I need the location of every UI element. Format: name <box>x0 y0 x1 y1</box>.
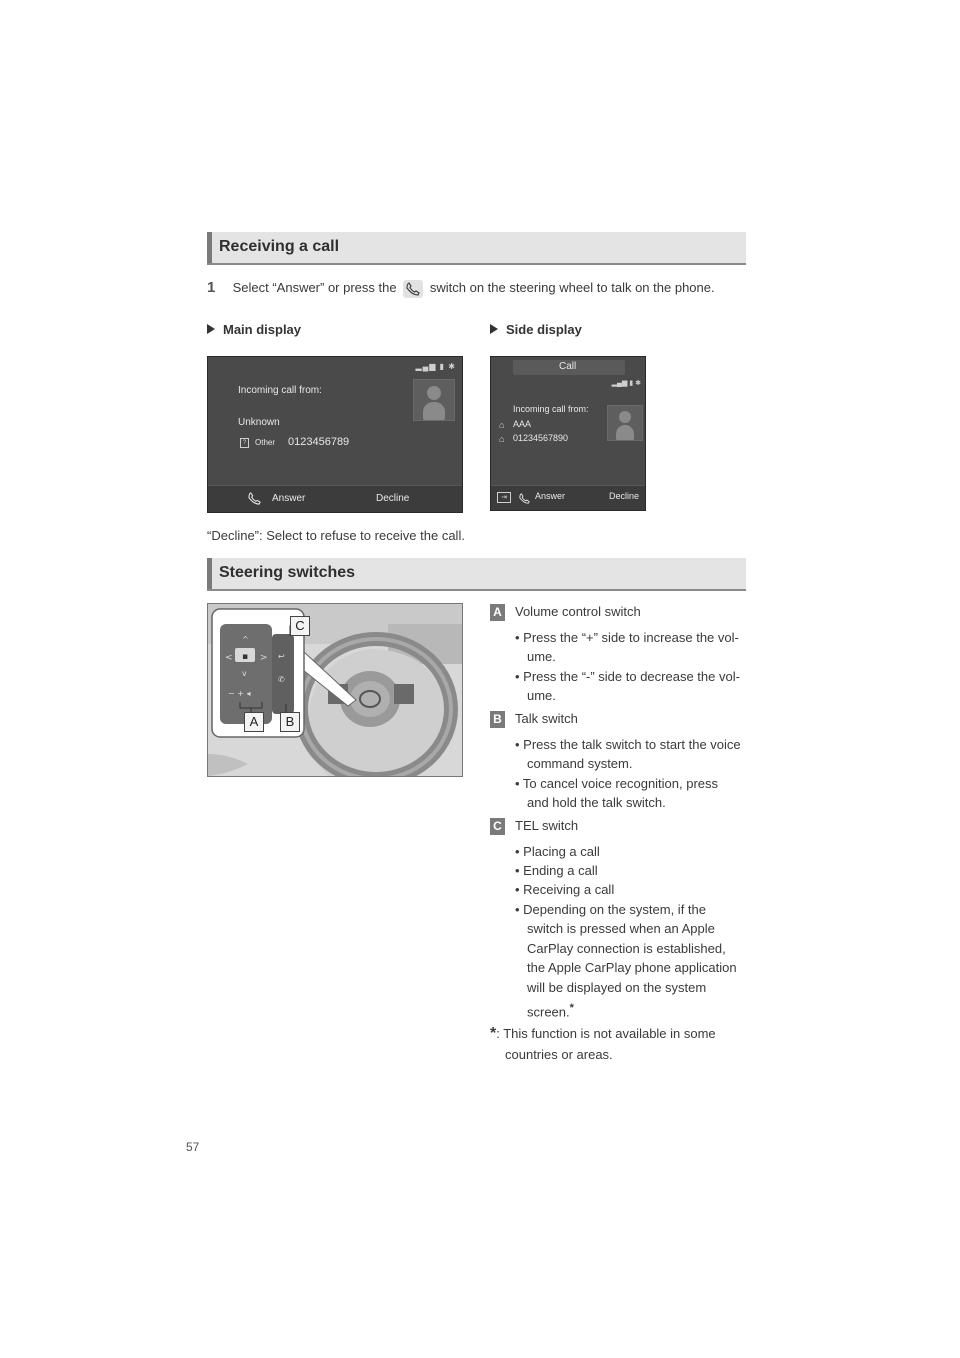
svg-text:↩: ↩ <box>278 652 285 661</box>
answer-button[interactable]: Answer <box>272 493 306 504</box>
call-button-row <box>491 485 645 510</box>
item-a-line: ume. <box>527 688 556 703</box>
phone-switch-icon <box>403 280 423 298</box>
svg-text:v: v <box>242 669 247 678</box>
triangle-bullet-icon <box>490 324 498 334</box>
svg-text:− + ◂: − + ◂ <box>228 689 251 698</box>
item-b-line: • To cancel voice recognition, press <box>515 776 719 791</box>
section-accent <box>207 232 212 263</box>
item-a-line: • Press the “+” side to increase the vol- <box>515 630 739 645</box>
answer-phone-icon <box>519 491 530 509</box>
figure-callout-c: C <box>290 616 310 636</box>
caller-name: Unknown <box>238 417 280 428</box>
side-display-screen <box>490 356 646 511</box>
triangle-bullet-icon <box>207 324 215 334</box>
caller-number: 01234567890 <box>513 433 569 443</box>
keypad-icon[interactable]: ⇥ <box>497 492 511 503</box>
item-title-talk: Talk switch <box>515 711 578 726</box>
status-icons: ▂▄▆ ▮ ✱ <box>611 380 641 387</box>
step-1 <box>207 279 767 298</box>
caller-name: AAA <box>513 419 532 429</box>
step-text-before: Select “Answer” or press the <box>232 280 397 295</box>
answer-button[interactable]: Answer <box>535 491 566 501</box>
main-display-heading: Main display <box>207 322 301 337</box>
decline-note: “Decline”: Select to refuse to receive the call. <box>207 528 465 543</box>
incoming-label: Incoming call from: <box>238 385 322 396</box>
contact-avatar <box>413 379 455 421</box>
home-icon: ⌂ <box>499 434 505 444</box>
item-c-line: switch is pressed when an Apple <box>527 921 715 936</box>
contact-avatar <box>607 405 643 441</box>
svg-text:>: > <box>260 653 268 663</box>
section-title: Steering switches <box>219 564 356 581</box>
item-c-line: • Placing a call <box>515 844 600 859</box>
item-b-line: command system. <box>527 756 633 771</box>
svg-text:<: < <box>225 653 233 663</box>
item-c-line: • Ending a call <box>515 863 598 878</box>
answer-phone-icon <box>248 492 261 510</box>
item-label-c: C <box>490 818 505 835</box>
item-c-line: the Apple CarPlay phone application <box>527 960 737 975</box>
step-text-after: switch on the steering wheel to talk on the phone. <box>429 280 715 295</box>
item-c-line-screen: screen.* <box>527 1002 574 1020</box>
item-title-tel: TEL switch <box>515 818 579 833</box>
item-c-line: will be displayed on the system <box>527 980 707 995</box>
section-title: Receiving a call <box>219 238 340 255</box>
footnote-line-2: countries or areas. <box>505 1047 613 1062</box>
call-button-row <box>208 485 462 512</box>
section-header-steering-switches <box>207 558 746 591</box>
figure-callout-a: A <box>244 712 264 732</box>
footnote-line-1: *: This function is not available in some <box>490 1025 716 1042</box>
item-c-line: • Receiving a call <box>515 882 615 897</box>
footnote-mark: * <box>490 1025 497 1042</box>
item-b-line: • Press the talk switch to start the voice <box>515 737 741 752</box>
item-c-line: • Depending on the system, if the <box>515 902 706 917</box>
number-type-icon: ? <box>240 438 249 448</box>
decline-button[interactable]: Decline <box>609 491 640 501</box>
step-number: 1 <box>207 279 216 296</box>
decline-button[interactable]: Decline <box>376 493 410 504</box>
item-a-line: ume. <box>527 649 556 664</box>
item-c-line: CarPlay connection is established, <box>527 941 726 956</box>
steering-wheel-figure <box>207 603 463 777</box>
svg-text:✆: ✆ <box>278 675 285 684</box>
caller-number: 0123456789 <box>288 436 350 448</box>
main-display-screen <box>207 356 463 513</box>
svg-text:^: ^ <box>242 635 249 644</box>
item-label-a: A <box>490 604 505 621</box>
call-title: Call <box>559 361 577 372</box>
status-icons: ▂▄▆ ▮ ✱ <box>415 362 456 371</box>
item-a-line: • Press the “-” side to decrease the vol- <box>515 669 740 684</box>
item-b-line: and hold the talk switch. <box>527 795 666 810</box>
number-type: Other <box>255 438 276 447</box>
item-title-volume: Volume control switch <box>515 604 641 619</box>
incoming-label: Incoming call from: <box>513 404 589 414</box>
side-display-heading: Side display <box>490 322 582 337</box>
section-accent <box>207 558 212 589</box>
svg-text:▪: ▪ <box>241 652 249 662</box>
item-label-b: B <box>490 711 505 728</box>
section-header-receiving-call <box>207 232 746 265</box>
figure-callout-b: B <box>280 712 300 732</box>
lock-icon: ⌂ <box>499 420 505 430</box>
page-number: 57 <box>186 1140 200 1154</box>
